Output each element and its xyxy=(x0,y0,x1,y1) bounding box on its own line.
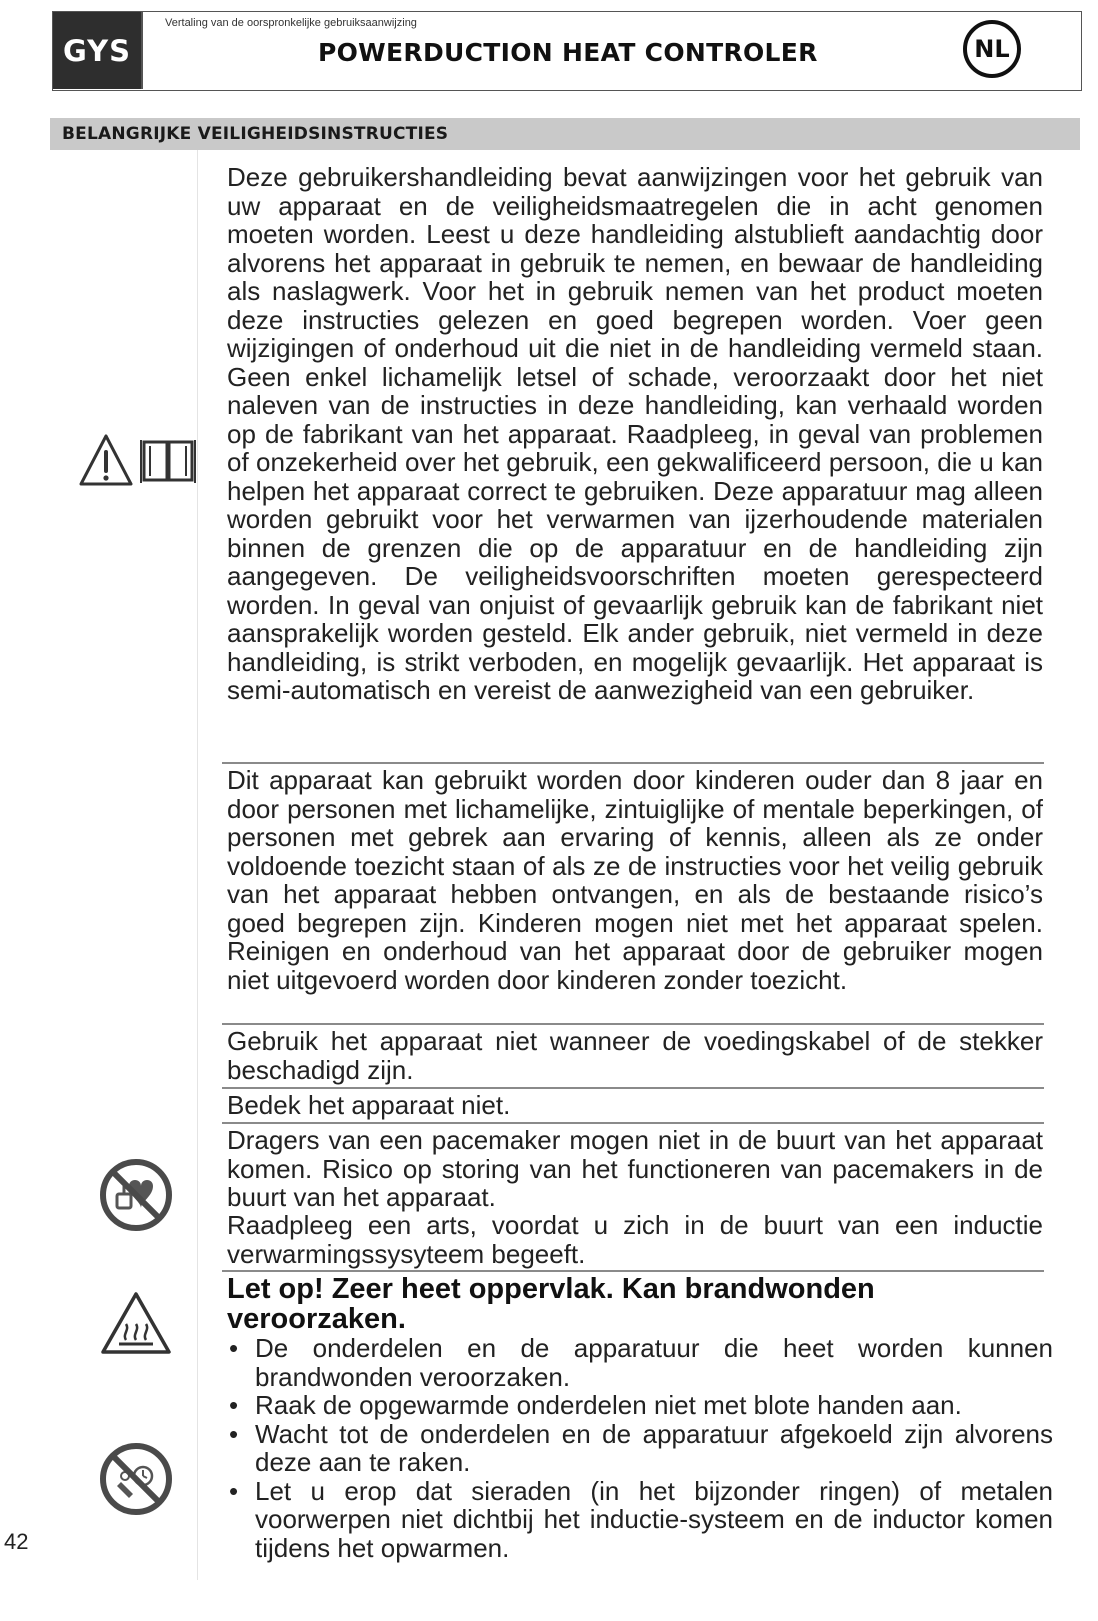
page-number: 42 xyxy=(4,1529,29,1554)
section-title: BELANGRIJKE VEILIGHEIDSINSTRUCTIES xyxy=(50,118,1080,150)
paragraph-manual-usage: Deze gebruikershandleiding bevat aanwijzingen voor het gebruik van uw apparaat en de veiligheidsmaatregelen die in acht genomen moeten worden. Leest u deze handleiding alstublieft aandachtig door alvorens het apparaat in gebruik te nemen, en bewaar de handleiding als naslagwerk. Voor het in gebruik nemen van het product moeten deze instructies gelezen en goed begrepen worden. Voer geen wijzigingen of onderhoud uit die niet in de handleiding vermeld staan. Geen enkel lichamelijk letsel of schade, veroorzaakt door het niet naleven van de instructies in deze handleiding, kan verhaald worden op de fabrikant van het apparaat. Raadpleeg, in geval van problemen of onzekerheid over het gebruik, een gekwalificeerd persoon, die u kan helpen het apparaat correct te gebruiken. Deze apparatuur mag alleen worden gebruikt voor het verwarmen van ijzerhoudende materialen binnen de grenzen die op de apparatuur en de handleiding zijn aangegeven. De veiligheidsvoorschriften moeten gerespecteerd worden. In geval van onjuist of gevaarlijk gebruik kan de fabrikant niet aansprakelijk worden gesteld. Elk ander gebruik, niet vermeld in deze handleiding, is strikt verboden, en mogelijk gevaarlijk. Het apparaat is semi-automatisch en vereist de aanwezigheid van een gebruiker. xyxy=(227,162,1043,705)
hot-surface-icon xyxy=(99,1290,173,1356)
no-metal-jewelry-icon xyxy=(99,1442,173,1516)
warning-triangle-icon xyxy=(78,432,134,488)
list-item: • Wacht tot de onderdelen en de apparatuur afgekoeld zijn alvorens deze aan te raken. xyxy=(227,1420,1053,1477)
language-badge: NL xyxy=(963,20,1021,78)
separator-line xyxy=(222,1087,1044,1089)
hot-surface-warning-heading: Let op! Zeer heet oppervlak. Kan brandwonden veroorzaken. xyxy=(227,1273,875,1335)
paragraph-do-not-cover: Bedek het apparaat niet. xyxy=(227,1090,511,1120)
no-pacemaker-icon xyxy=(99,1158,173,1232)
header-subtitle: Vertaling van de oorspronkelijke gebruiksaanwijzing xyxy=(165,17,417,29)
separator-line xyxy=(222,762,1044,764)
list-item: • Let u erop dat sieraden (in het bijzonder ringen) of metalen voorwerpen niet dichtbij het inductie-systeem en de inductor komen tijdens het opwarmen. xyxy=(227,1477,1053,1563)
paragraph-pacemaker: Dragers van een pacemaker mogen niet in de buurt van het apparaat komen. Risico op storing van het functioneren van pacemakers in de buurt van het apparaat. xyxy=(227,1125,1043,1212)
separator-line xyxy=(222,1122,1044,1124)
header-divider xyxy=(141,12,143,89)
gys-logo xyxy=(53,12,141,89)
hot-surface-bullet-list xyxy=(227,1334,1053,1562)
separator-line xyxy=(222,1023,1044,1025)
icon-column-divider xyxy=(197,150,198,1580)
paragraph-children-use: Dit apparaat kan gebruikt worden door kinderen ouder dan 8 jaar en door personen met lichamelijke, zintuiglijke of mentale beperkingen, of personen met gebrek aan ervaring of kennis, alleen als ze onder voldoende toezicht staan of als ze de instructies voor het veilig gebruik van het apparaat hebben ontvangen, en als de bestaande risico’s goed begrepen zijn. Kinderen mogen niet met het apparaat spelen. Reinigen en onderhoud van het apparaat door de gebruiker mogen niet uitgevoerd worden door kinderen zonder toezicht. xyxy=(227,765,1043,995)
document-title: POWERDUCTION HEAT CONTROLER xyxy=(318,38,818,67)
paragraph-power-cable: Gebruik het apparaat niet wanneer de voedingskabel of de stekker beschadigd zijn. xyxy=(227,1026,1043,1085)
paragraph-consult-doctor: Raadpleeg een arts, voordat u zich in de buurt van een inductie verwarmingssysyteem begeeft. xyxy=(227,1210,1043,1269)
list-item: • De onderdelen en de apparatuur die heet worden kunnen brandwonden veroorzaken. xyxy=(227,1334,1053,1391)
manual-book-icon xyxy=(140,436,196,484)
separator-line xyxy=(222,1270,1044,1272)
logo-text: GYS xyxy=(62,33,132,68)
list-item: • Raak de opgewarmde onderdelen niet met blote handen aan. xyxy=(227,1391,1053,1420)
page-header xyxy=(52,11,1082,91)
